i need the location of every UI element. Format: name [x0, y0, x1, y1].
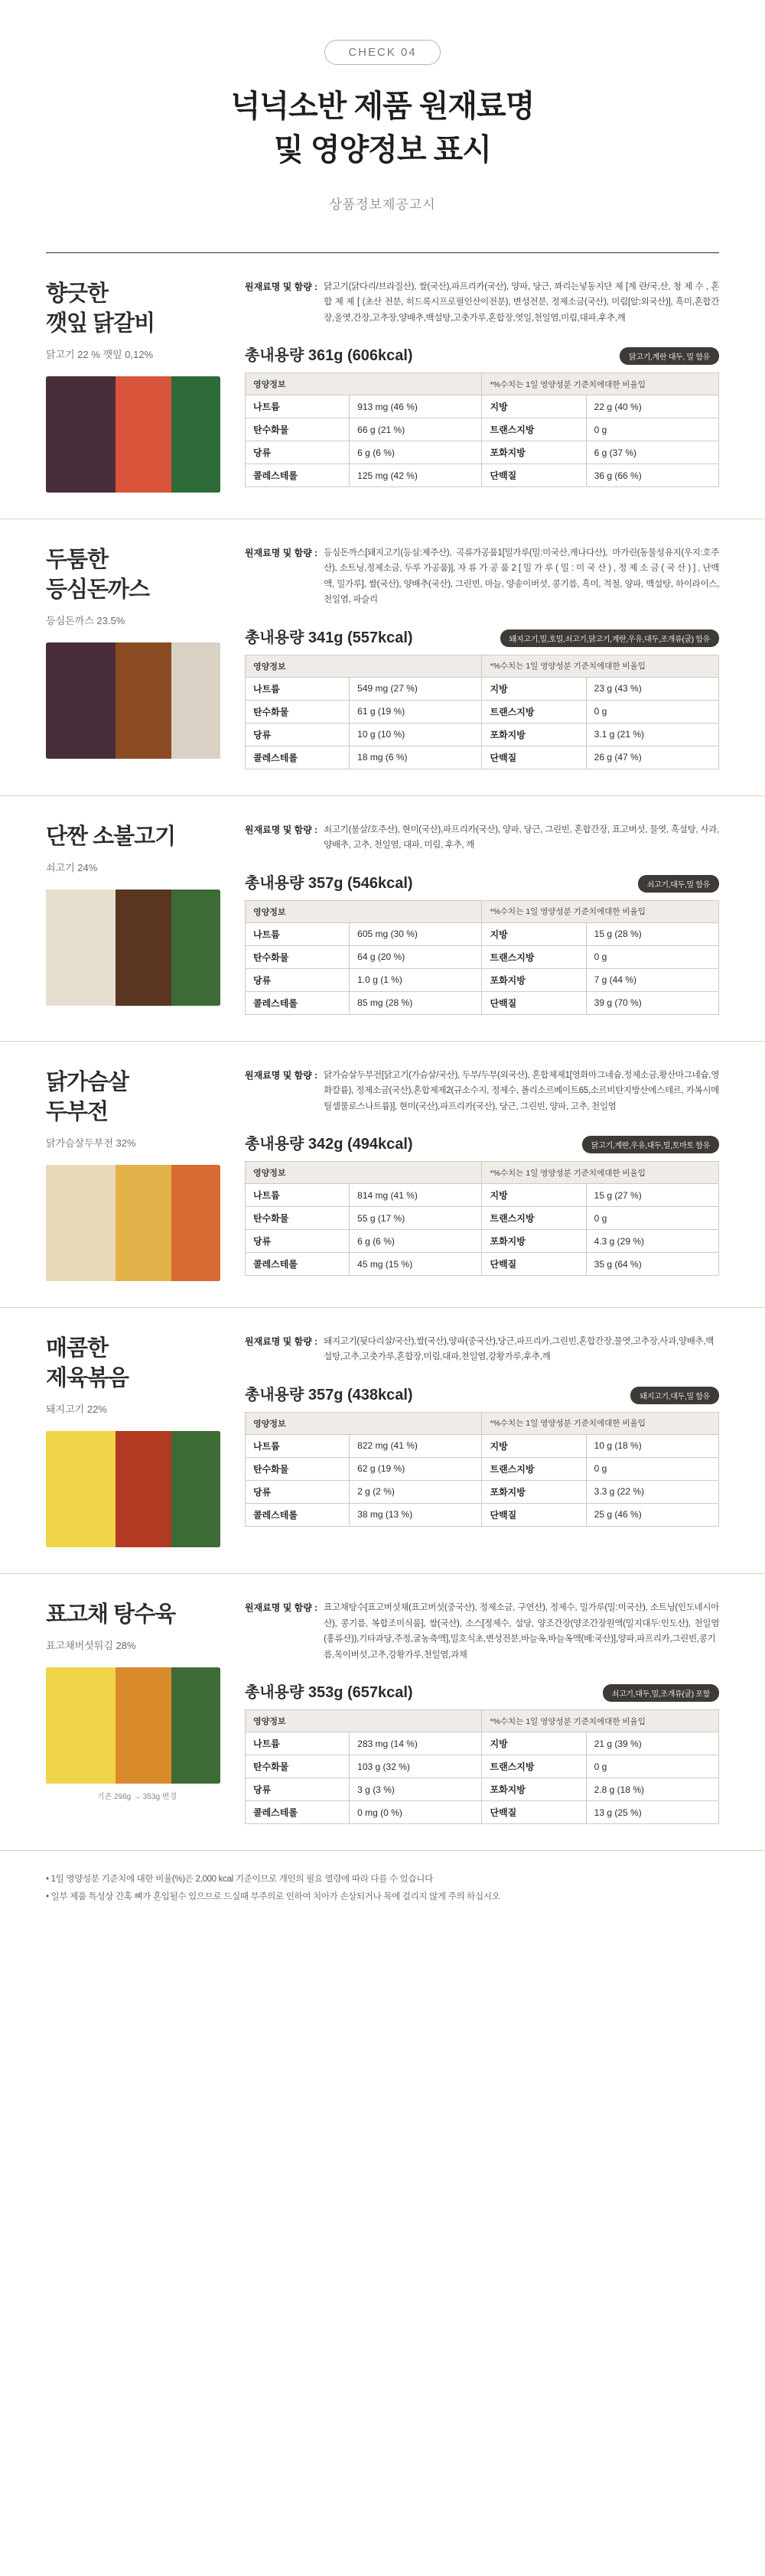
- ingredients-text: 닭고기(닭다리/브라질산), 쌀(국산),파프리카(국산), 양파, 당근, 꽈리는넣동지단 제 [계 란/국,산, 청 제 수 , 혼합 제 제 [ (초산 전분, 히드록시프로필인산이전분), 변성전분, 정제소금(국산), 미림[알:외국산)], 흑미,혼합간장,올엿,간장,고추장,양배추,백설탕,고춧가루,혼합장,엿일,천일염,미림,대파,후추,깨: [324, 281, 719, 323]
- product-section: [0, 253, 765, 519]
- page-footer: [0, 1851, 765, 1905]
- table-row: [246, 991, 719, 1014]
- ingredients-block: [245, 1068, 719, 1114]
- nutrient-value: 36 g (66 %): [586, 464, 718, 487]
- photo-cell: [116, 1667, 171, 1784]
- nutrient-value: 6 g (6 %): [350, 1230, 482, 1253]
- nutrient-name: 나트륨: [246, 922, 350, 945]
- ingredients-text: 쇠고기(불살/호주산), 현미(국산),파프리카(국산), 양파, 당근, 그린빈, 혼합간장, 표고버섯, 물엿, 흑설탕, 사과, 양배추, 고추, 천일염, 대파, 미림, 후추, 깨: [324, 825, 719, 851]
- nutrient-value: 66 g (21 %): [350, 418, 482, 441]
- table-row: [246, 464, 719, 487]
- product-list: [0, 253, 765, 1852]
- nutrient-value: 549 mg (27 %): [350, 677, 482, 700]
- product-left-column: [46, 1334, 228, 1547]
- amount-row: [245, 343, 719, 365]
- product-section: [0, 1574, 765, 1851]
- product-left-column: [46, 1600, 228, 1824]
- nutrient-value: 0 g: [586, 418, 718, 441]
- product-right-column: [245, 1600, 719, 1824]
- product-caption: 기존 298g → 353g 변경: [96, 1793, 177, 1802]
- nutrient-value: 38 mg (13 %): [350, 1503, 482, 1526]
- nutrient-name: 당류: [246, 1480, 350, 1503]
- table-row: [246, 418, 719, 441]
- table-row: [246, 1457, 719, 1480]
- nutrient-value: 3.1 g (21 %): [586, 723, 718, 746]
- nutrient-name: 지방: [482, 922, 586, 945]
- total-amount: 총내용량 341g (557kcal): [245, 629, 413, 646]
- table-row: [246, 723, 719, 746]
- nutrient-name: 단백질: [482, 746, 586, 769]
- column-header-nutrition: 영양정보: [246, 1162, 482, 1184]
- product-subtitle: 표고채버섯튀김 28%: [46, 1640, 136, 1652]
- nutrition-table: [245, 1709, 719, 1824]
- page-subtitle: 상품정보제공고시: [329, 197, 436, 212]
- nutrient-name: 트랜스지방: [482, 700, 586, 723]
- product-title: [46, 1600, 228, 1630]
- photo-cell: [116, 376, 171, 493]
- table-row: [246, 1184, 719, 1207]
- photo-cell: [171, 642, 220, 759]
- product-photo: [46, 1165, 220, 1281]
- product-left-column: [46, 822, 228, 1015]
- nutrient-value: 62 g (19 %): [350, 1457, 482, 1480]
- nutrient-name: 콜레스테롤: [246, 1801, 350, 1824]
- nutrient-value: 21 g (39 %): [586, 1732, 718, 1755]
- product-left-column: [46, 279, 228, 493]
- photo-cell: [171, 376, 220, 493]
- total-amount: 총내용량 357g (546kcal): [245, 874, 413, 892]
- table-row: [246, 945, 719, 968]
- nutrient-name: 포화지방: [482, 1230, 586, 1253]
- nutrient-value: 10 g (10 %): [350, 723, 482, 746]
- nutrient-value: 283 mg (14 %): [350, 1732, 482, 1755]
- nutrient-value: 2.8 g (18 %): [586, 1778, 718, 1801]
- product-title: [46, 545, 228, 605]
- nutrient-name: 지방: [482, 1434, 586, 1457]
- nutrient-name: 지방: [482, 677, 586, 700]
- nutrient-value: 18 mg (6 %): [350, 746, 482, 769]
- product-photo: [46, 376, 220, 493]
- nutrient-name: 콜레스테롤: [246, 1503, 350, 1526]
- ingredients-block: [245, 1334, 719, 1365]
- nutrient-value: 0 g: [586, 700, 718, 723]
- nutrient-value: 22 g (40 %): [586, 395, 718, 418]
- nutrient-name: 당류: [246, 723, 350, 746]
- page-header: [0, 0, 765, 231]
- product-title-line: 표고채 탕수육: [46, 1602, 176, 1628]
- product-left-column: [46, 545, 228, 769]
- product-right-column: [245, 545, 719, 769]
- nutrient-name: 단백질: [482, 1253, 586, 1276]
- photo-cell: [46, 890, 116, 1006]
- product-section: [0, 519, 765, 796]
- nutrient-name: 단백질: [482, 1801, 586, 1824]
- photo-cell: [46, 1667, 116, 1784]
- nutrient-value: 3 g (3 %): [350, 1778, 482, 1801]
- footer-note-2: • 일부 제품 특성상 간혹 뼈가 혼입될수 있으므로 드실때 부주의로 인하여 치아가 손상되거나 목에 걸리지 않게 주의 하십시오: [46, 1891, 500, 1901]
- table-header-row: [246, 1710, 719, 1732]
- product-title-line: 닭가슴살: [46, 1069, 129, 1094]
- column-header-nutrition: 영양정보: [246, 373, 482, 395]
- nutrient-value: 13 g (25 %): [586, 1801, 718, 1824]
- nutrient-value: 7 g (44 %): [586, 968, 718, 991]
- nutrition-table-head: [246, 373, 719, 395]
- table-row: [246, 1434, 719, 1457]
- product-left-column: [46, 1068, 228, 1281]
- table-row: [246, 922, 719, 945]
- photo-cell: [46, 376, 116, 493]
- column-header-nutrition: 영양정보: [246, 1710, 482, 1732]
- nutrition-table-head: [246, 1412, 719, 1434]
- ingredients-label: 원재료명 및 함량 :: [245, 547, 318, 558]
- product-subtitle: 등심돈까스 23.5%: [46, 615, 125, 627]
- nutrient-value: 814 mg (41 %): [350, 1184, 482, 1207]
- nutrition-table-body: [246, 1434, 719, 1526]
- column-header-percent: *%수치는 1일 영양성분 기준치에대한 비율입: [482, 1412, 719, 1434]
- nutrient-value: 15 g (28 %): [586, 922, 718, 945]
- nutrition-table: [245, 1412, 719, 1527]
- photo-cell: [171, 1165, 220, 1281]
- nutrient-name: 트랜스지방: [482, 418, 586, 441]
- nutrition-table: [245, 1161, 719, 1276]
- amount-row: [245, 870, 719, 893]
- nutrient-value: 6 g (6 %): [350, 441, 482, 464]
- nutrient-value: 605 mg (30 %): [350, 922, 482, 945]
- nutrient-value: 0 g: [586, 1457, 718, 1480]
- nutrition-table-head: [246, 1162, 719, 1184]
- nutrient-value: 23 g (43 %): [586, 677, 718, 700]
- photo-cell: [46, 1165, 116, 1281]
- nutrient-name: 탄수화물: [246, 1457, 350, 1480]
- nutrient-name: 포화지방: [482, 968, 586, 991]
- table-row: [246, 1755, 719, 1778]
- nutrient-value: 4.3 g (29 %): [586, 1230, 718, 1253]
- table-row: [246, 1503, 719, 1526]
- nutrient-value: 2 g (2 %): [350, 1480, 482, 1503]
- nutrition-table: [245, 655, 719, 769]
- nutrient-name: 트랜스지방: [482, 1755, 586, 1778]
- nutrient-name: 트랜스지방: [482, 1457, 586, 1480]
- ingredients-text: 돼지고기(뒷다리살/국산),쌀(국산),양파(중국산),당근,파프리카,그린빈,혼합간장,물엿,고추장,사과,양배추,백설탕,고추,고춧가루,혼합장,미림,대파,천일염,강황가루,후추,깨: [324, 1336, 715, 1362]
- column-header-percent: *%수치는 1일 영양성분 기준치에대한 비율입: [482, 1710, 719, 1732]
- nutrition-table-head: [246, 900, 719, 922]
- table-row: [246, 1207, 719, 1230]
- nutrient-name: 포화지방: [482, 1778, 586, 1801]
- nutrient-name: 지방: [482, 1732, 586, 1755]
- page-title-line2: 및 영양정보 표시: [274, 132, 491, 167]
- ingredients-label: 원재료명 및 함량 :: [245, 824, 318, 835]
- product-title-line: 향긋한: [46, 281, 109, 306]
- nutrient-name: 탄수화물: [246, 418, 350, 441]
- nutrient-value: 55 g (17 %): [350, 1207, 482, 1230]
- product-title-line: 두부전: [46, 1099, 109, 1124]
- nutrition-table-head: [246, 655, 719, 677]
- product-title: [46, 279, 228, 339]
- table-row: [246, 1230, 719, 1253]
- nutrient-value: 85 mg (28 %): [350, 991, 482, 1014]
- amount-row: [245, 1131, 719, 1153]
- ingredients-block: [245, 545, 719, 608]
- ingredients-block: [245, 279, 719, 326]
- table-header-row: [246, 373, 719, 395]
- nutrient-value: 61 g (19 %): [350, 700, 482, 723]
- nutrient-name: 나트륨: [246, 1184, 350, 1207]
- nutrient-value: 45 mg (15 %): [350, 1253, 482, 1276]
- nutrient-name: 단백질: [482, 1503, 586, 1526]
- product-subtitle: 쇠고기 24%: [46, 861, 98, 873]
- product-photo: [46, 890, 220, 1006]
- amount-row: [245, 625, 719, 647]
- product-right-column: [245, 279, 719, 493]
- table-header-row: [246, 1412, 719, 1434]
- photo-cell: [46, 1431, 116, 1547]
- nutrient-name: 포화지방: [482, 441, 586, 464]
- table-row: [246, 1253, 719, 1276]
- total-amount: 총내용량 357g (438kcal): [245, 1386, 413, 1403]
- nutrition-table-head: [246, 1710, 719, 1732]
- nutrient-name: 탄수화물: [246, 1755, 350, 1778]
- photo-cell: [116, 1165, 171, 1281]
- table-row: [246, 395, 719, 418]
- product-section: [0, 1042, 765, 1308]
- product-right-column: [245, 1068, 719, 1281]
- photo-cell: [46, 642, 116, 759]
- product-photo: [46, 642, 220, 759]
- nutrient-name: 탄수화물: [246, 945, 350, 968]
- product-title-line: 등심돈까스: [46, 577, 150, 603]
- nutrient-name: 포화지방: [482, 723, 586, 746]
- photo-cell: [171, 1667, 220, 1784]
- table-row: [246, 1480, 719, 1503]
- product-title-line: 두툼한: [46, 547, 109, 572]
- total-amount: 총내용량 342g (494kcal): [245, 1136, 413, 1153]
- nutrient-value: 25 g (46 %): [586, 1503, 718, 1526]
- nutrient-name: 당류: [246, 1778, 350, 1801]
- photo-cell: [171, 1431, 220, 1547]
- nutrient-name: 탄수화물: [246, 700, 350, 723]
- table-row: [246, 441, 719, 464]
- nutrient-name: 당류: [246, 441, 350, 464]
- nutrient-value: 15 g (27 %): [586, 1184, 718, 1207]
- product-subtitle: 닭가슴살두부전 32%: [46, 1137, 136, 1149]
- product-subtitle: 닭고기 22 % 깻잎 0,12%: [46, 348, 154, 360]
- product-title: [46, 822, 228, 852]
- ingredients-label: 원재료명 및 함량 :: [245, 1335, 318, 1347]
- nutrient-name: 나트륨: [246, 1434, 350, 1457]
- nutrient-name: 단백질: [482, 464, 586, 487]
- total-amount: 총내용량 353g (657kcal): [245, 1684, 413, 1702]
- nutrient-name: 나트륨: [246, 677, 350, 700]
- nutrition-table: [245, 900, 719, 1015]
- nutrient-value: 0 mg (0 %): [350, 1801, 482, 1824]
- nutrient-value: 0 g: [586, 945, 718, 968]
- nutrition-table-body: [246, 922, 719, 1014]
- nutrition-table-body: [246, 1184, 719, 1276]
- table-row: [246, 746, 719, 769]
- product-title: [46, 1068, 228, 1127]
- check-badge: CHECK 04: [324, 40, 440, 65]
- nutrient-value: 0 g: [586, 1755, 718, 1778]
- product-title-line: 깻잎 닭갈비: [46, 311, 155, 336]
- product-photo: [46, 1431, 220, 1547]
- nutrient-name: 포화지방: [482, 1480, 586, 1503]
- table-row: [246, 700, 719, 723]
- page-title: [0, 85, 765, 172]
- column-header-nutrition: 영양정보: [246, 655, 482, 677]
- nutrient-value: 0 g: [586, 1207, 718, 1230]
- nutrient-value: 103 g (32 %): [350, 1755, 482, 1778]
- table-row: [246, 1778, 719, 1801]
- table-header-row: [246, 655, 719, 677]
- ingredients-text: 닭가슴살두부전[닭고기(가슴살/국산), 두부/두부(외국산), 혼합제제1[영화마그네슘,정제소금,황산마그네슘,영화칼륨), 정제소금(국산),혼합제제2(규소수지, 정제수, 폴리소르베이트65,소르비탄지방산에스테르, 카복시메틸셀룰로스나트륨)], 현미(국산),파프리카(국산), 당근, 그린빈, 양파, 고추, 천일염: [324, 1070, 719, 1111]
- nutrient-value: 10 g (18 %): [586, 1434, 718, 1457]
- photo-cell: [116, 890, 171, 1006]
- ingredients-label: 원재료명 및 함량 :: [245, 1602, 318, 1614]
- nutrition-table-body: [246, 677, 719, 769]
- total-amount: 총내용량 361g (606kcal): [245, 347, 413, 364]
- nutrient-name: 나트륨: [246, 395, 350, 418]
- nutrient-name: 탄수화물: [246, 1207, 350, 1230]
- nutrient-value: 6 g (37 %): [586, 441, 718, 464]
- product-section: [0, 1308, 765, 1574]
- photo-cell: [116, 1431, 171, 1547]
- nutrient-value: 125 mg (42 %): [350, 464, 482, 487]
- allergy-badge: 닭고기,계란 대두, 밀 함유: [620, 347, 719, 365]
- nutrient-name: 나트륨: [246, 1732, 350, 1755]
- nutrient-name: 당류: [246, 968, 350, 991]
- product-section: [0, 796, 765, 1042]
- nutrient-name: 콜레스테롤: [246, 464, 350, 487]
- table-row: [246, 1732, 719, 1755]
- nutrient-value: 822 mg (41 %): [350, 1434, 482, 1457]
- allergy-badge: 쇠고기,대두,밀 함유: [638, 875, 719, 893]
- ingredients-text: 표고채탕수[표고버섯채(표고버섯(중국산), 정제소금, 구연산), 정제수, 밀가루(밀:미국산), 소트닝(인도네시아산), 콩기름, 복합조미식품], 쌀(국산), 소스[정제수, 설당, 양조간장(양조간장원액(밀지대두:인도산), 천일염(홍류산)),기타과당,주정,굴농축액],밀호식초,변성전분,바늘옥,바늘옥액(배:국산)],양파,파프리카,그린빈,콩기름,목이버섯,고추,강황가루,천일염,과채: [324, 1603, 719, 1660]
- nutrient-value: 3.3 g (22 %): [586, 1480, 718, 1503]
- photo-cell: [171, 890, 220, 1006]
- ingredients-label: 원재료명 및 함량 :: [245, 281, 318, 292]
- column-header-percent: *%수치는 1일 영양성분 기준치에대한 비율입: [482, 1162, 719, 1184]
- allergy-badge: 돼지고기,밀,호밀,쇠고기,닭고기,계란,우유,대두,조개류(굴) 함유: [500, 629, 719, 647]
- product-title: [46, 1334, 228, 1394]
- column-header-nutrition: 영양정보: [246, 900, 482, 922]
- product-right-column: [245, 822, 719, 1015]
- nutrient-name: 당류: [246, 1230, 350, 1253]
- product-right-column: [245, 1334, 719, 1547]
- product-subtitle: 돼지고기 22%: [46, 1403, 107, 1416]
- amount-row: [245, 1680, 719, 1702]
- table-header-row: [246, 900, 719, 922]
- nutrient-name: 콜레스테롤: [246, 1253, 350, 1276]
- allergy-badge: 쇠고기,대두,밀,조개류(굴) 포함: [603, 1684, 719, 1702]
- page-title-line1: 넉넉소반 제품 원재료명: [230, 89, 535, 123]
- product-photo: [46, 1667, 220, 1784]
- ingredients-text: 등심돈까스[돼지고기(등심:제주산), 곡류가공품1[밀가루(밀:미국산,캐나다산), 마가린(동물성유지(우지:호주산), 소트닝,정제소금, 두루 가공품)], 자 류 가 공 품 2 [ 밀 가 루 ( 밀 : 미 국 산 ) , 정 제 소 금 ( 국 산 ) ] , 난백액, 밀가루], 쌀(국산), 양배추(국산), 그린빈, 마늘, 양송이버섯, 콩기름, 흑미, 적철, 양파, 백설탕, 하이라이스, 천일염, 파슬리: [324, 548, 719, 605]
- footer-note-1: • 1일 영양성분 기준치에 대한 비율(%)은 2,000 kcal 기준이므로 개인의 필요 열량에 따라 다를 수 있습니다: [46, 1875, 433, 1885]
- nutrient-value: 64 g (20 %): [350, 945, 482, 968]
- nutrient-name: 단백질: [482, 991, 586, 1014]
- amount-row: [245, 1382, 719, 1404]
- table-row: [246, 677, 719, 700]
- allergy-badge: 돼지고기,대두,밀 함유: [630, 1387, 719, 1404]
- nutrient-name: 지방: [482, 395, 586, 418]
- column-header-percent: *%수치는 1일 영양성분 기준치에대한 비율입: [482, 900, 719, 922]
- ingredients-block: [245, 822, 719, 854]
- column-header-percent: *%수치는 1일 영양성분 기준치에대한 비율입: [482, 373, 719, 395]
- table-row: [246, 1801, 719, 1824]
- photo-cell: [116, 642, 171, 759]
- nutrient-value: 35 g (64 %): [586, 1253, 718, 1276]
- table-row: [246, 968, 719, 991]
- nutrient-name: 트랜스지방: [482, 945, 586, 968]
- nutrient-value: 1.0 g (1 %): [350, 968, 482, 991]
- product-title-line: 단짠 소불고기: [46, 824, 176, 849]
- nutrition-table-body: [246, 1732, 719, 1824]
- nutrient-name: 콜레스테롤: [246, 746, 350, 769]
- product-title-line: 매콤한: [46, 1335, 109, 1361]
- nutrient-name: 트랜스지방: [482, 1207, 586, 1230]
- allergy-badge: 닭고기,계란,우유,대두,밀,토마토 함유: [582, 1136, 719, 1153]
- column-header-percent: *%수치는 1일 영양성분 기준치에대한 비율입: [482, 655, 719, 677]
- nutrition-table-body: [246, 395, 719, 487]
- nutrition-table: [245, 372, 719, 487]
- nutrient-value: 26 g (47 %): [586, 746, 718, 769]
- nutrient-value: 913 mg (46 %): [350, 395, 482, 418]
- product-title-line: 제육볶음: [46, 1366, 129, 1391]
- ingredients-block: [245, 1600, 719, 1663]
- ingredients-label: 원재료명 및 함량 :: [245, 1069, 318, 1081]
- table-header-row: [246, 1162, 719, 1184]
- column-header-nutrition: 영양정보: [246, 1412, 482, 1434]
- nutrient-value: 39 g (70 %): [586, 991, 718, 1014]
- nutrient-name: 지방: [482, 1184, 586, 1207]
- nutrient-name: 콜레스테롤: [246, 991, 350, 1014]
